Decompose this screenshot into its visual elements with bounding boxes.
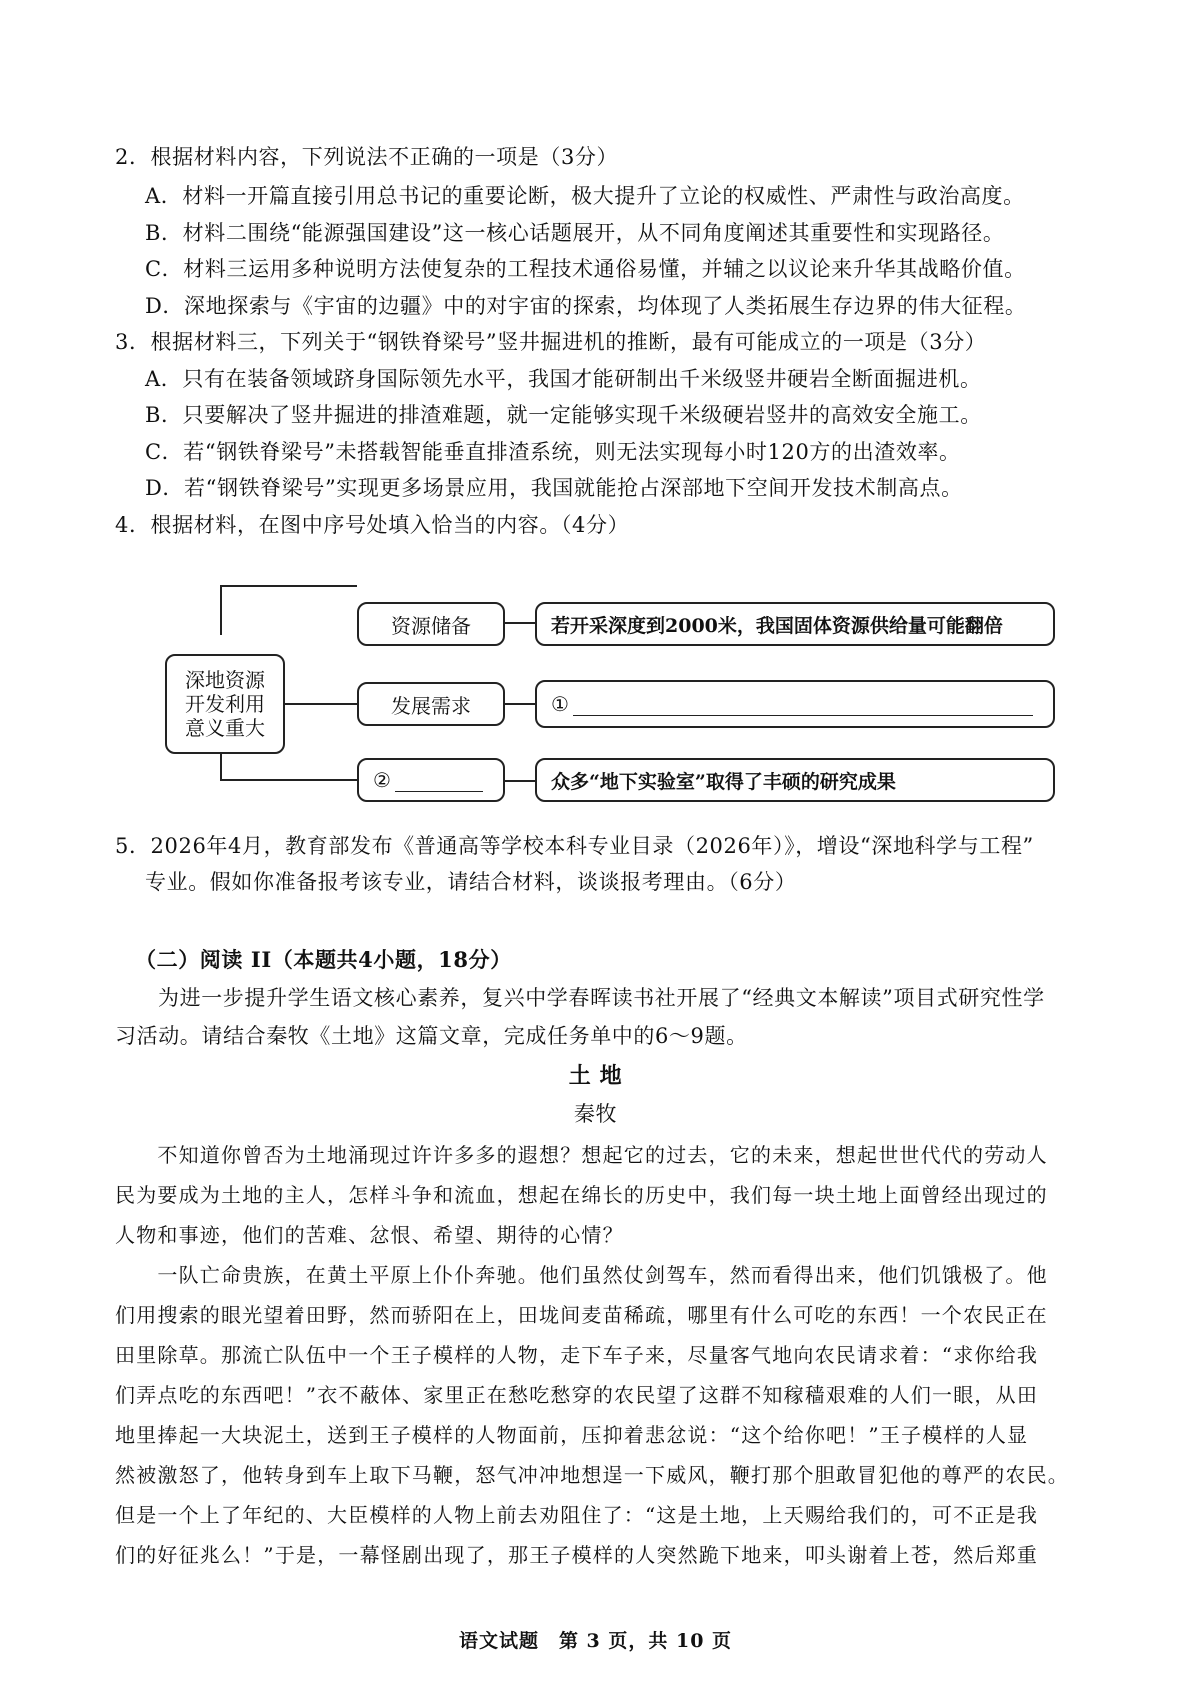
- article-author: 秦牧: [573, 1102, 618, 1126]
- connector: [220, 779, 357, 781]
- answer-blank-2[interactable]: [395, 769, 483, 792]
- q5-line-1: 5．2026年4月，教育部发布《普通高等学校本科专业目录（2026年）》，增设“深地科学与工程”: [115, 834, 1034, 858]
- connector: [220, 585, 222, 635]
- article-line: 田里除草。那流亡队伍中一个王子模样的人物，走下车子来，尽量客气地向农民请求着：“求你给我: [115, 1343, 1039, 1367]
- q3-option-c: C．若“钢铁脊梁号”未搭载智能垂直排渣系统，则无法实现每小时120方的出渣效率。: [145, 440, 961, 464]
- branch-label-development-demand: [357, 682, 505, 726]
- center-line-1: 深地资源: [185, 668, 265, 692]
- article-line: 人物和事迹，他们的苦难、忿恨、希望、期待的心情？: [115, 1223, 624, 1247]
- connector: [505, 622, 535, 624]
- article-line: 民为要成为土地的主人，怎样斗争和流血，想起在绵长的历史中，我们每一块土地上面曾经出现过的: [115, 1183, 1048, 1207]
- diagram-center-box: [165, 654, 285, 754]
- article-line: 们用搜索的眼光望着田野，然而骄阳在上，田垅间麦苗稀疏，哪里有什么可吃的东西！一个农民正在: [115, 1303, 1048, 1327]
- article-line: 一队亡命贵族，在黄土平原上仆仆奔驰。他们虽然仗剑驾车，然而看得出来，他们饥饿极了。他: [115, 1263, 1048, 1287]
- q2-stem: 2．根据材料内容，下列说法不正确的一项是（3分）: [115, 145, 619, 169]
- q2-option-c: C．材料三运用多种说明方法使复杂的工程技术通俗易懂，并辅之以议论来升华其战略价值。: [145, 257, 1026, 281]
- branch-label-text: 发展需求: [391, 693, 471, 718]
- answer-blank-1[interactable]: [573, 693, 1033, 716]
- connector: [505, 703, 535, 705]
- article-line: 但是一个上了年纪的、大臣模样的人物上前去劝阻住了：“这是土地，上天赐给我们的，可不正是我: [115, 1503, 1039, 1527]
- article-body: [115, 1135, 1085, 1575]
- connector: [285, 703, 357, 705]
- connector: [220, 585, 357, 587]
- article-line: 不知道你曾否为土地涌现过许许多多的遐想？想起它的过去，它的未来，想起世世代代的劳动人: [115, 1143, 1048, 1167]
- section-heading: （二）阅读 II（本题共4小题，18分）: [135, 947, 512, 972]
- q3-option-b: B．只要解决了竖井掘进的排渣难题，就一定能够实现千米级硬岩竖井的高效安全施工。: [145, 403, 982, 427]
- page-footer: 语文试题 第 3 页，共 10 页: [458, 1630, 733, 1652]
- branch-label-text: 资源储备: [391, 613, 471, 638]
- q3-option-d: D．若“钢铁脊梁号”实现更多场景应用，我国就能抢占深部地下空间开发技术制高点。: [145, 476, 963, 500]
- q5-line-2: 专业。假如你准备报考该专业，请结合材料，谈谈报考理由。（6分）: [145, 870, 797, 894]
- branch-label-blank-2: [357, 758, 505, 802]
- q2-option-d: D．深地探索与《宇宙的边疆》中的对宇宙的探索，均体现了人类拓展生存边界的伟大征程。: [145, 294, 1027, 318]
- connector: [505, 780, 535, 782]
- article-line: 然被激怒了，他转身到车上取下马鞭，怒气冲冲地想逞一下威风，鞭打那个胆敢冒犯他的尊严的农民。: [115, 1463, 1069, 1487]
- branch-detail-resource-reserve: [535, 602, 1055, 646]
- q3-option-a: A．只有在装备领域跻身国际领先水平，我国才能研制出千米级竖井硬岩全断面掘进机。: [145, 367, 982, 391]
- branch-label-resource-reserve: [357, 602, 505, 646]
- blank-marker-1: ①: [551, 692, 569, 716]
- article-line: 们弄点吃的东西吧！”衣不蔽体、家里正在愁吃愁穿的农民望了这群不知稼穑艰难的人们一眼，从田: [115, 1383, 1039, 1407]
- article-title: 土 地: [568, 1063, 623, 1089]
- branch-detail-text: 众多“地下实验室”取得了丰硕的研究成果: [551, 770, 896, 793]
- blank-marker-2: ②: [373, 768, 391, 792]
- q2-option-b: B．材料二围绕“能源强国建设”这一核心话题展开，从不同角度阐述其重要性和实现路径。: [145, 221, 1005, 245]
- q2-option-a: A．材料一开篇直接引用总书记的重要论断，极大提升了立论的权威性、严肃性与政治高度。: [145, 184, 1025, 208]
- section-intro-1: 为进一步提升学生语文核心素养，复兴中学春晖读书社开展了“经典文本解读”项目式研究性学: [158, 986, 1045, 1010]
- center-line-2: 开发利用: [185, 692, 265, 716]
- q3-stem: 3．根据材料三，下列关于“钢铁脊梁号”竖井掘进机的推断，最有可能成立的一项是（3分）: [115, 330, 987, 354]
- section-intro-2: 习活动。请结合秦牧《土地》这篇文章，完成任务单中的6～9题。: [115, 1024, 748, 1048]
- q4-stem: 4．根据材料，在图中序号处填入恰当的内容。（4分）: [115, 513, 630, 537]
- article-line: 地里捧起一大块泥土，送到王子模样的人物面前，压抑着悲忿说：“这个给你吧！”王子模样的人显: [115, 1423, 1029, 1447]
- center-line-3: 意义重大: [185, 716, 265, 740]
- article-line: 们的好征兆么！”于是，一幕怪剧出现了，那王子模样的人突然跪下地来，叩头谢着上苍，然后郑重: [115, 1543, 1039, 1567]
- branch-detail-labs: [535, 758, 1055, 802]
- branch-detail-text: 若开采深度到2000米，我国固体资源供给量可能翻倍: [551, 614, 1003, 637]
- branch-detail-development-demand: [535, 680, 1055, 728]
